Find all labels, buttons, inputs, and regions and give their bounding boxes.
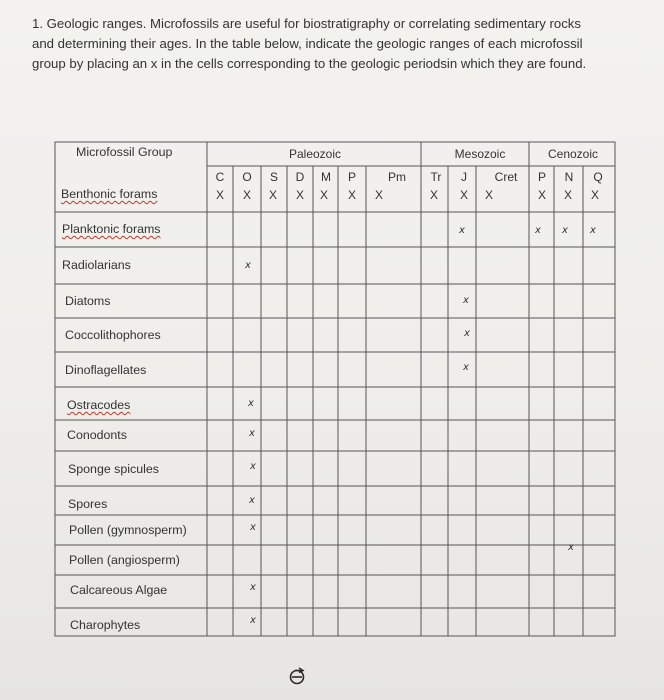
- cell-mark: x: [250, 522, 256, 533]
- period-label: Tr: [430, 170, 442, 184]
- cell-mark: x: [590, 225, 596, 236]
- row-label-ostracodes: Ostracodes: [67, 398, 131, 412]
- header-x-mark: X: [590, 188, 599, 202]
- period-label: S: [269, 170, 278, 184]
- question-line-2: and determining their ages. In the table below, indicate the geologic ranges of each microfossil: [32, 36, 583, 51]
- cell-mark: x: [250, 615, 256, 626]
- row-label-benthonic-forams: Benthonic forams: [61, 187, 158, 201]
- period-label: M: [321, 170, 331, 184]
- era-paleozoic: Paleozoic: [288, 147, 342, 161]
- period-label: P: [537, 170, 546, 184]
- header-x-mark: X: [537, 188, 546, 202]
- cell-mark: x: [250, 461, 256, 472]
- period-label: Pm: [388, 170, 406, 184]
- header-x-mark: X: [429, 188, 438, 202]
- cell-mark: x: [245, 260, 251, 271]
- era-cenozoic: Cenozoic: [547, 147, 599, 161]
- row-label-pollen-angiosperm: Pollen (angiosperm): [69, 553, 180, 567]
- row-label-conodonts: Conodonts: [67, 428, 127, 442]
- row-label-charophytes: Charophytes: [70, 618, 141, 632]
- period-label: N: [564, 170, 574, 184]
- row-label-dinoflagellates: Dinoflagellates: [65, 363, 147, 377]
- header-x-mark: X: [484, 188, 493, 202]
- cell-mark: x: [249, 495, 255, 506]
- cell-mark: x: [562, 225, 568, 236]
- header-x-mark: X: [563, 188, 572, 202]
- cell-mark: x: [568, 542, 574, 553]
- rotate-icon[interactable]: [286, 664, 308, 686]
- row-label-calcareous-algae: Calcareous Algae: [70, 583, 168, 597]
- row-label-coccolithophores: Coccolithophores: [65, 328, 161, 342]
- period-label: D: [295, 170, 305, 184]
- header-x-mark: X: [268, 188, 277, 202]
- period-label: O: [242, 170, 252, 184]
- cell-mark: x: [248, 398, 254, 409]
- cell-mark: x: [463, 295, 469, 306]
- cell-mark: x: [459, 225, 465, 236]
- header-x-mark: X: [347, 188, 356, 202]
- cell-mark: x: [249, 428, 255, 439]
- row-label-radiolarians: Radiolarians: [62, 258, 131, 272]
- period-label: C: [215, 170, 225, 184]
- cell-mark: x: [250, 582, 256, 593]
- header-x-mark: X: [319, 188, 328, 202]
- row-label-sponge-spicules: Sponge spicules: [68, 462, 159, 476]
- cell-mark: x: [535, 225, 541, 236]
- header-x-mark: X: [295, 188, 304, 202]
- era-mesozoic: Mesozoic: [454, 147, 506, 161]
- row-label-pollen-gymnosperm: Pollen (gymnosperm): [69, 523, 187, 537]
- row-label-planktonic-forams: Planktonic forams: [62, 222, 161, 236]
- cell-mark: x: [464, 328, 470, 339]
- microfossil-group-header: Microfossil Group: [76, 145, 173, 159]
- header-x-mark: X: [374, 188, 383, 202]
- question-line-1: 1. Geologic ranges. Microfossils are useful for biostratigraphy or correlating sedimentary rocks: [32, 16, 581, 31]
- row-label-diatoms: Diatoms: [65, 294, 111, 308]
- period-label: Q: [593, 170, 603, 184]
- header-x-mark: X: [215, 188, 224, 202]
- row-label-spores: Spores: [68, 497, 108, 511]
- period-label: Cret: [494, 170, 518, 184]
- period-label: J: [461, 170, 467, 184]
- period-label: P: [347, 170, 356, 184]
- cell-mark: x: [463, 362, 469, 373]
- question-line-3: group by placing an x in the cells corresponding to the geologic periodsin which they are found.: [32, 56, 587, 71]
- header-x-mark: X: [459, 188, 468, 202]
- header-x-mark: X: [242, 188, 251, 202]
